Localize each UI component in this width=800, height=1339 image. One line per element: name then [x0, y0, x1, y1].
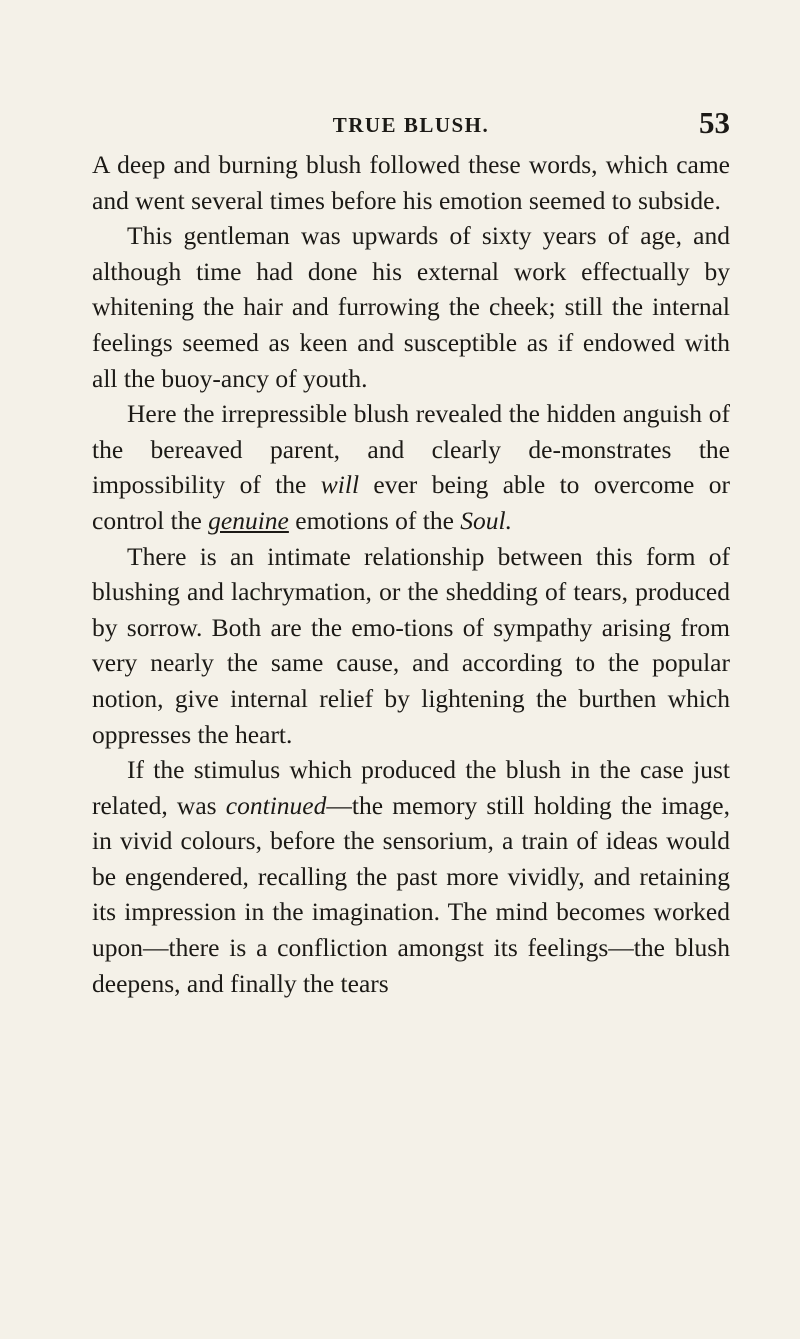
emphasis-genuine: genuine: [208, 505, 289, 535]
emphasis-will: will: [320, 470, 360, 500]
paragraph-4: There is an intimate relationship between this form of blushing and lachrymation, or the shedding of tears, produced by sorrow. Both are the emo-tions of sympathy arising from very nearly the same cause, and according to the popular notion, give internal relief by lightening the burthen which oppresses the heart.: [92, 541, 730, 749]
paragraph-1: A deep and burning blush followed these words, which came and went several times before his emotion seemed to subside.: [92, 150, 730, 215]
paragraph-3-text-c: emotions of the: [288, 505, 461, 535]
emphasis-continued: continued: [225, 790, 327, 820]
paragraph-5-text-b: —the memory still holding the image, in vivid colours, before the sensorium, a train of ideas would be engendered, recalling the past more vividly, and retaining its impression in the imagination. The mind becomes worked upon—there is a confliction amongst its feelings—the blush deepens, and finally the tears: [92, 790, 730, 998]
paragraph-3: [92, 396, 730, 538]
running-head: [92, 105, 730, 145]
page-number: 53: [699, 105, 730, 140]
body-text: [92, 147, 730, 1001]
paragraph-3-text-a: Here the irrepressible blush revealed the hidden anguish of the bereaved parent, and clearly de-monstrates the impossibility of the: [92, 399, 730, 500]
paragraph-2: This gentleman was upwards of sixty years of age, and although time had done his external work effectually by whitening the hair and furrowing the cheek; still the internal feelings seemed as keen and susceptible as if endowed with all the buoy-ancy of youth.: [92, 221, 730, 393]
emphasis-soul: Soul.: [460, 505, 512, 535]
paragraph-5: [92, 752, 730, 1001]
running-title: TRUE BLUSH.: [332, 113, 490, 137]
paragraph-5-text-a: If the stimulus which produced the blush in the case just related, was: [92, 755, 730, 820]
paragraph-3-text-b: ever being able to overcome or control the: [92, 470, 730, 535]
